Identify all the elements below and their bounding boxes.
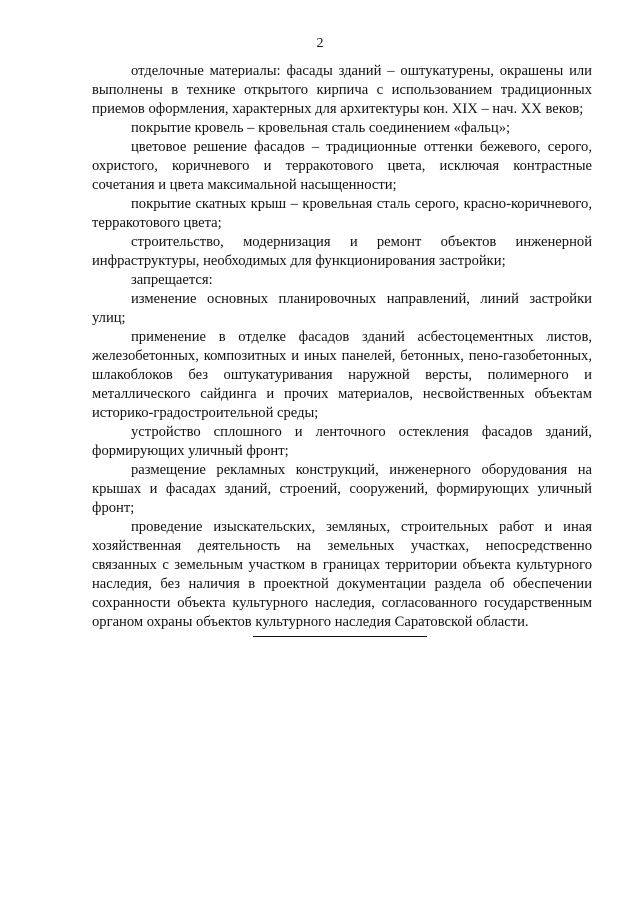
paragraph-planning-changes: изменение основных планировочных направлений, линий застройки улиц; [92,291,592,326]
paragraph-infrastructure: строительство, модернизация и ремонт объектов инженерной инфраструктуры, необходимых для функционирования застройки; [92,234,592,269]
paragraph-facade-colors: цветовое решение фасадов – традиционные оттенки бежевого, серого, охристого, коричневого и терракотового цвета, исключая контрастные сочетания и цвета максимальной насыщенности; [92,139,592,193]
paragraph-advertising-ban: размещение рекламных конструкций, инженерного оборудования на крышах и фасадах зданий, строений, сооружений, формирующих уличный фронт; [92,462,592,516]
paragraph-prohibited-heading: запрещается: [131,272,213,288]
paragraph-works-ban: проведение изыскательских, земляных, строительных работ и иная хозяйственная деятельность на земельных участках, непосредственно связанных с земельным участком в границах территории объекта культурного наследия, без наличия в проектной документации раздела об обеспечении сохранности объекта культурного наследия, согласованного государственным органом охраны объектов культурного наследия Саратовской области. [92,519,592,630]
page-number: 2 [316,36,324,51]
paragraph-roof-covering: покрытие кровель – кровельная сталь соединением «фальц»; [131,120,511,136]
paragraph-pitched-roofs: покрытие скатных крыш – кровельная сталь серого, красно-коричневого, терракотового цвета; [92,196,592,231]
paragraph-glazing-ban: устройство сплошного и ленточного остекления фасадов зданий, формирующих уличный фронт; [92,424,592,459]
paragraph-finishing-materials: отделочные материалы: фасады зданий – оштукатурены, окрашены или выполнены в технике открытого кирпича с использованием традиционных приемов оформления, характерных для архитектуры кон. XIX – нач. XX веков; [92,63,592,117]
document-body [92,62,592,632]
paragraph-facade-finishing-ban: применение в отделке фасадов зданий асбестоцементных листов, железобетонных, композитных и иных панелей, бетонных, пено-газобетонных, шлакоблоков без оштукатуривания наружной версты, полимерного и металлического сайдинга и прочих материалов, несвойственных объектам историко-градостроительной среды; [92,329,592,421]
end-separator-line [253,636,427,637]
